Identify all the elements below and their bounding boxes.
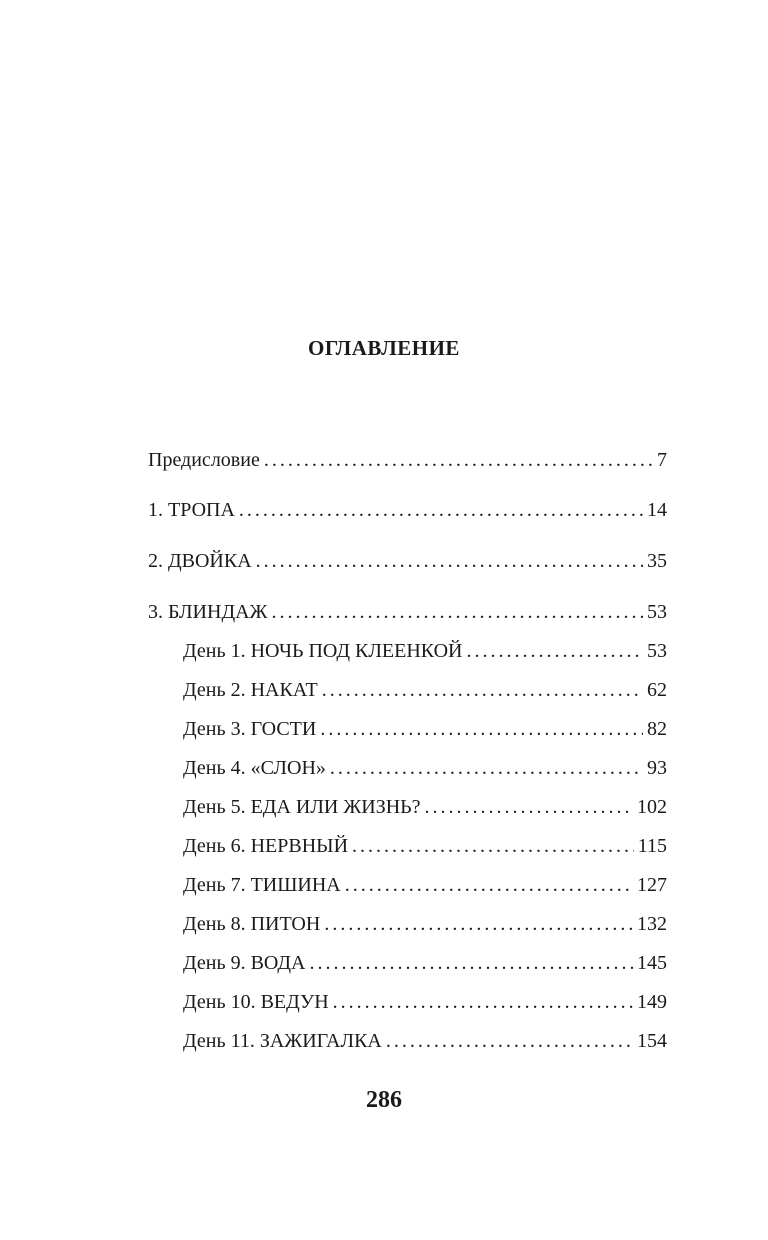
toc-entry (148, 447, 667, 473)
dot-leader (271, 599, 643, 625)
toc-entry-page: 93 (647, 757, 667, 779)
toc-entry-page: 82 (647, 718, 667, 740)
dot-leader (345, 872, 633, 898)
toc-subentry (183, 755, 667, 781)
toc-entry-page: 53 (647, 601, 667, 623)
toc-entry-page: 145 (637, 952, 667, 974)
toc-entry-title: День 4. «СЛОН» (183, 757, 326, 779)
toc-entry-title: День 9. ВОДА (183, 952, 306, 974)
toc-entry (148, 497, 667, 523)
toc-entry-page: 14 (647, 499, 667, 521)
toc-subentry (183, 950, 667, 976)
toc-entry-page: 102 (637, 796, 667, 818)
dot-leader (467, 638, 643, 664)
dot-leader (330, 755, 643, 781)
toc-subentry (183, 716, 667, 742)
toc-entry-title: 3. БЛИНДАЖ (148, 601, 268, 623)
toc-entry-title: День 6. НЕРВНЫЙ (183, 835, 349, 857)
toc-entry-title: День 10. ВЕДУН (183, 991, 329, 1013)
toc-entry-page: 154 (637, 1030, 667, 1052)
dot-leader (239, 497, 643, 523)
dot-leader (322, 677, 643, 703)
toc-entry-title: День 1. НОЧЬ ПОД КЛЕЕНКОЙ (183, 640, 463, 662)
dot-leader (386, 1028, 633, 1054)
toc-subentry (183, 677, 667, 703)
toc-entry-page: 62 (647, 679, 667, 701)
toc-entry-page: 149 (637, 991, 667, 1013)
toc-entry-title: День 11. ЗАЖИГАЛКА (183, 1030, 382, 1052)
toc-entry (148, 599, 667, 625)
toc-subentry (183, 989, 667, 1015)
toc-entry-title: 2. ДВОЙКА (148, 550, 252, 572)
toc-entry-title: Предисловие (148, 449, 260, 471)
toc-entry-page: 35 (647, 550, 667, 572)
toc-entry-page: 115 (637, 835, 667, 857)
toc-entry-title: День 3. ГОСТИ (183, 718, 317, 740)
toc-entry-title: День 5. ЕДА ИЛИ ЖИЗНЬ? (183, 796, 421, 818)
dot-leader (425, 794, 633, 820)
toc-subentry (183, 872, 667, 898)
dot-leader (333, 989, 633, 1015)
dot-leader (352, 833, 634, 859)
dot-leader (309, 950, 633, 976)
toc-entry-page: 53 (647, 640, 667, 662)
toc-entry-page: 127 (637, 874, 667, 896)
toc-entry-title: День 8. ПИТОН (183, 913, 321, 935)
page-number: 286 (366, 1087, 402, 1113)
toc-entry-title: День 2. НАКАТ (183, 679, 318, 701)
dot-leader (256, 548, 643, 574)
toc-subentry (183, 833, 667, 859)
toc-heading: ОГЛАВЛЕНИЕ (308, 336, 460, 360)
dot-leader (264, 447, 653, 473)
toc-entry-title: 1. ТРОПА (148, 499, 235, 521)
toc-subentry (183, 638, 667, 664)
toc-subentry (183, 794, 667, 820)
toc-entry (148, 548, 667, 574)
toc-entry-page: 132 (637, 913, 667, 935)
dot-leader (320, 716, 643, 742)
toc-entry-title: День 7. ТИШИНА (183, 874, 341, 896)
toc-entry-page: 7 (657, 449, 667, 471)
dot-leader (324, 911, 633, 937)
toc-subentry (183, 1028, 667, 1054)
toc-subentry (183, 911, 667, 937)
